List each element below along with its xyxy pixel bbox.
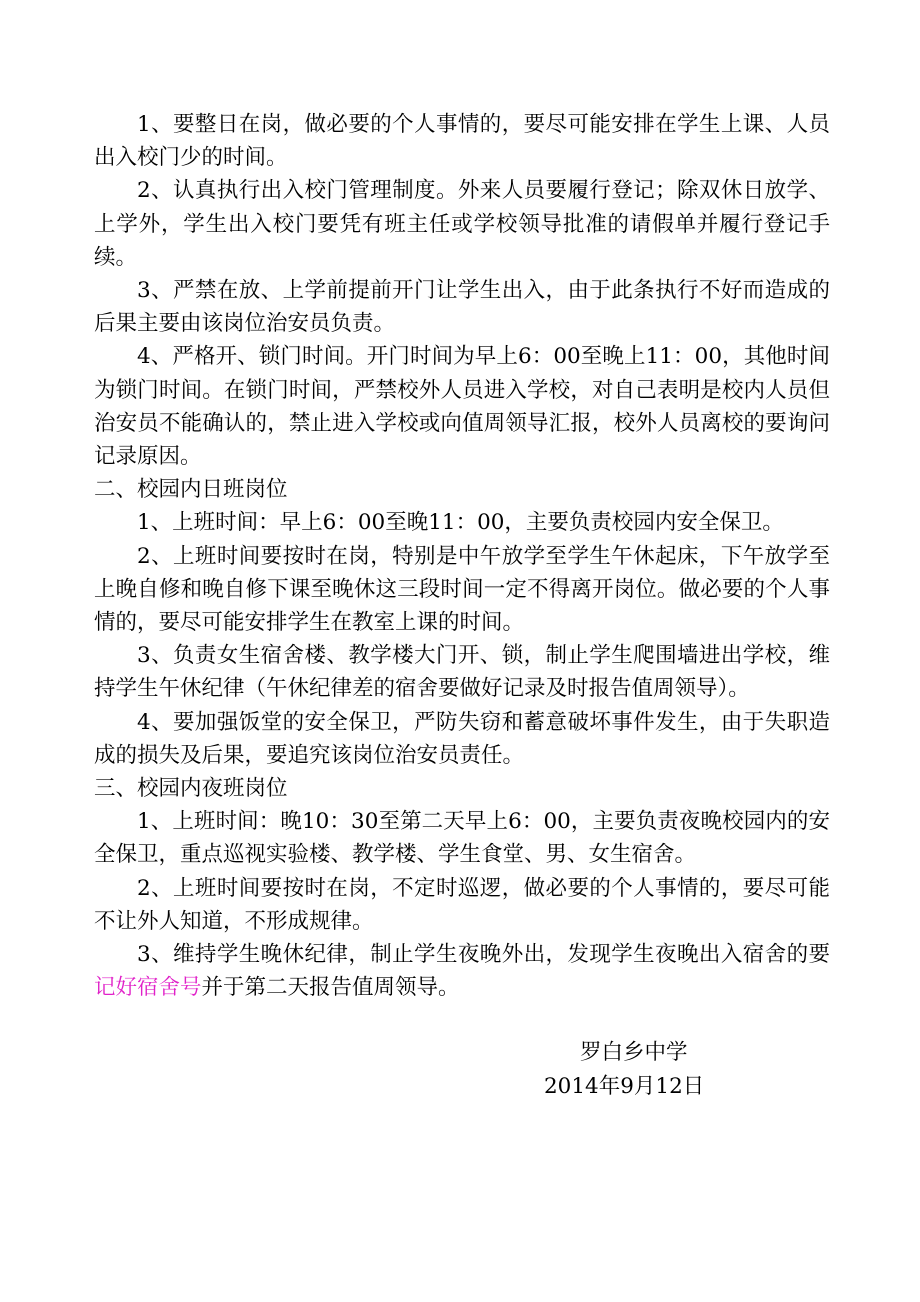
highlighted-text: 记好宿舍号 (94, 975, 202, 1001)
section-three-item-2: 2、上班时间要按时在岗，不定时巡逻，做必要的个人事情的，要尽可能不让外人知道，不形成规律。 (94, 875, 830, 934)
section-three-item-3-before: 3、维持学生晚休纪律，制止学生夜晚外出，发现学生夜晚出入宿舍的要 (137, 942, 830, 968)
section-three-item-1: 1、上班时间：晚10：30至第二天早上6：00，主要负责夜晚校园内的安全保卫，重点巡视实验楼、教学楼、学生食堂、男、女生宿舍。 (94, 809, 830, 868)
section-two-item-3: 3、负责女生宿舍楼、教学楼大门开、锁，制止学生爬围墙进出学校，维持学生午休纪律（午休纪律差的宿舍要做好记录及时报告值周领导）。 (94, 643, 830, 702)
section-two-item-4: 4、要加强饭堂的安全保卫，严防失窃和蓄意破坏事件发生，由于失职造成的损失及后果，要追究该岗位治安员责任。 (94, 709, 830, 768)
section-three-item-3-after: 并于第二天报告值周领导。 (201, 975, 460, 1001)
section-three-item-3 (94, 938, 830, 1004)
signature-block (540, 1036, 740, 1104)
section-two-heading: 二、校园内日班岗位 (94, 477, 288, 503)
day-gate-duty-2: 2、认真执行出入校门管理制度。外来人员要履行登记；除双休日放学、上学外，学生出入校门要凭有班主任或学校领导批准的请假单并履行登记手续。 (94, 178, 830, 270)
section-two-item-2: 2、上班时间要按时在岗，特别是中午放学至学生午休起床，下午放学至上晚自修和晚自修下课至晚休这三段时间一定不得离开岗位。做必要的个人事情的，要尽可能安排学生在教室上课的时间。 (94, 543, 830, 636)
section-two-item-1: 1、上班时间：早上6：00至晚11：00，主要负责校园内安全保卫。 (137, 510, 784, 536)
day-gate-duty-1: 1、要整日在岗，做必要的个人事情的，要尽可能安排在学生上课、人员出入校门少的时间。 (94, 112, 830, 171)
signature-date: 2014年9月12日 (544, 1074, 705, 1099)
day-gate-duty-4: 4、严格开、锁门时间。开门时间为早上6：00至晚上11：00，其他时间为锁门时间。在锁门时间，严禁校外人员进入学校，对自己表明是校内人员但治安员不能确认的，禁止进入学校或向值周领导汇报，校外人员离校的要询问记录原因。 (94, 344, 830, 470)
section-three-heading: 三、校园内夜班岗位 (94, 776, 288, 802)
day-gate-duty-3: 3、严禁在放、上学前提前开门让学生出入，由于此条执行不好而造成的后果主要由该岗位治安员负责。 (94, 278, 830, 337)
school-name: 罗白乡中学 (580, 1040, 688, 1065)
document-body (94, 108, 830, 1004)
